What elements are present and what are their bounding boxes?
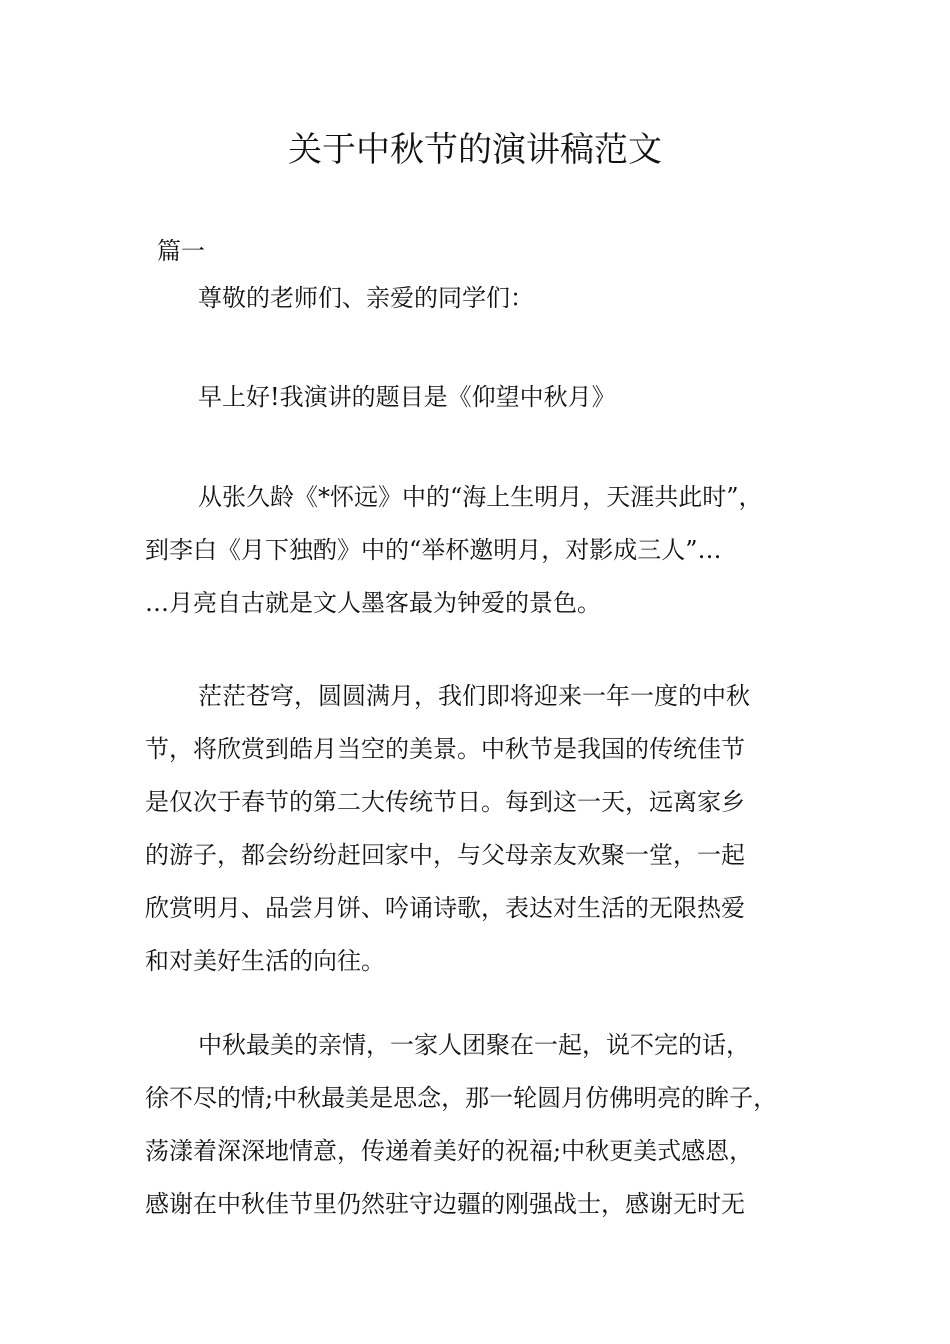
paragraph-line: 荡漾着深深地情意，传递着美好的祝福;中秋更美式感恩， <box>145 1137 754 1165</box>
paragraph-line: 到李白《月下独酌》中的“举杯邀明月，对影成三人”… <box>145 536 722 564</box>
paragraph-line: 早上好!我演讲的题目是《仰望中秋月》 <box>198 383 616 411</box>
paragraph-line: 徐不尽的情;中秋最美是思念，那一轮圆月仿佛明亮的眸子， <box>145 1084 778 1112</box>
paragraph-family <box>145 1019 825 1231</box>
paragraph-line: 茫茫苍穹，圆圆满月，我们即将迎来一年一度的中秋 <box>198 682 750 710</box>
paragraph-poems <box>145 471 825 630</box>
paragraph-line: 节，将欣赏到皓月当空的美景。中秋节是我国的传统佳节 <box>145 735 745 763</box>
paragraph-greeting <box>145 272 825 325</box>
paragraph-line: 感谢在中秋佳节里仍然驻守边疆的刚强战士，感谢无时无 <box>145 1190 745 1218</box>
paragraph-intro <box>145 371 825 424</box>
paragraph-line: 的游子，都会纷纷赶回家中，与父母亲友欢聚一堂，一起 <box>145 841 745 869</box>
page-title: 关于中秋节的演讲稿范文 <box>288 130 662 170</box>
paragraph-line: 和对美好生活的向往。 <box>145 947 385 975</box>
paragraph-line: 是仅次于春节的第二大传统节日。每到这一天，远离家乡 <box>145 788 745 816</box>
section-label: 篇一 <box>157 237 205 265</box>
paragraph-line: 欣赏明月、品尝月饼、吟诵诗歌，表达对生活的无限热爱 <box>145 894 745 922</box>
paragraph-line: …月亮自古就是文人墨客最为钟爱的景色。 <box>145 589 601 617</box>
paragraph-festival <box>145 670 825 988</box>
paragraph-line: 尊敬的老师们、亲爱的同学们： <box>198 284 534 312</box>
paragraph-line: 从张久龄《*怀远》中的“海上生明月，天涯共此时”， <box>198 483 763 511</box>
paragraph-line: 中秋最美的亲情，一家人团聚在一起，说不完的话， <box>198 1031 750 1059</box>
